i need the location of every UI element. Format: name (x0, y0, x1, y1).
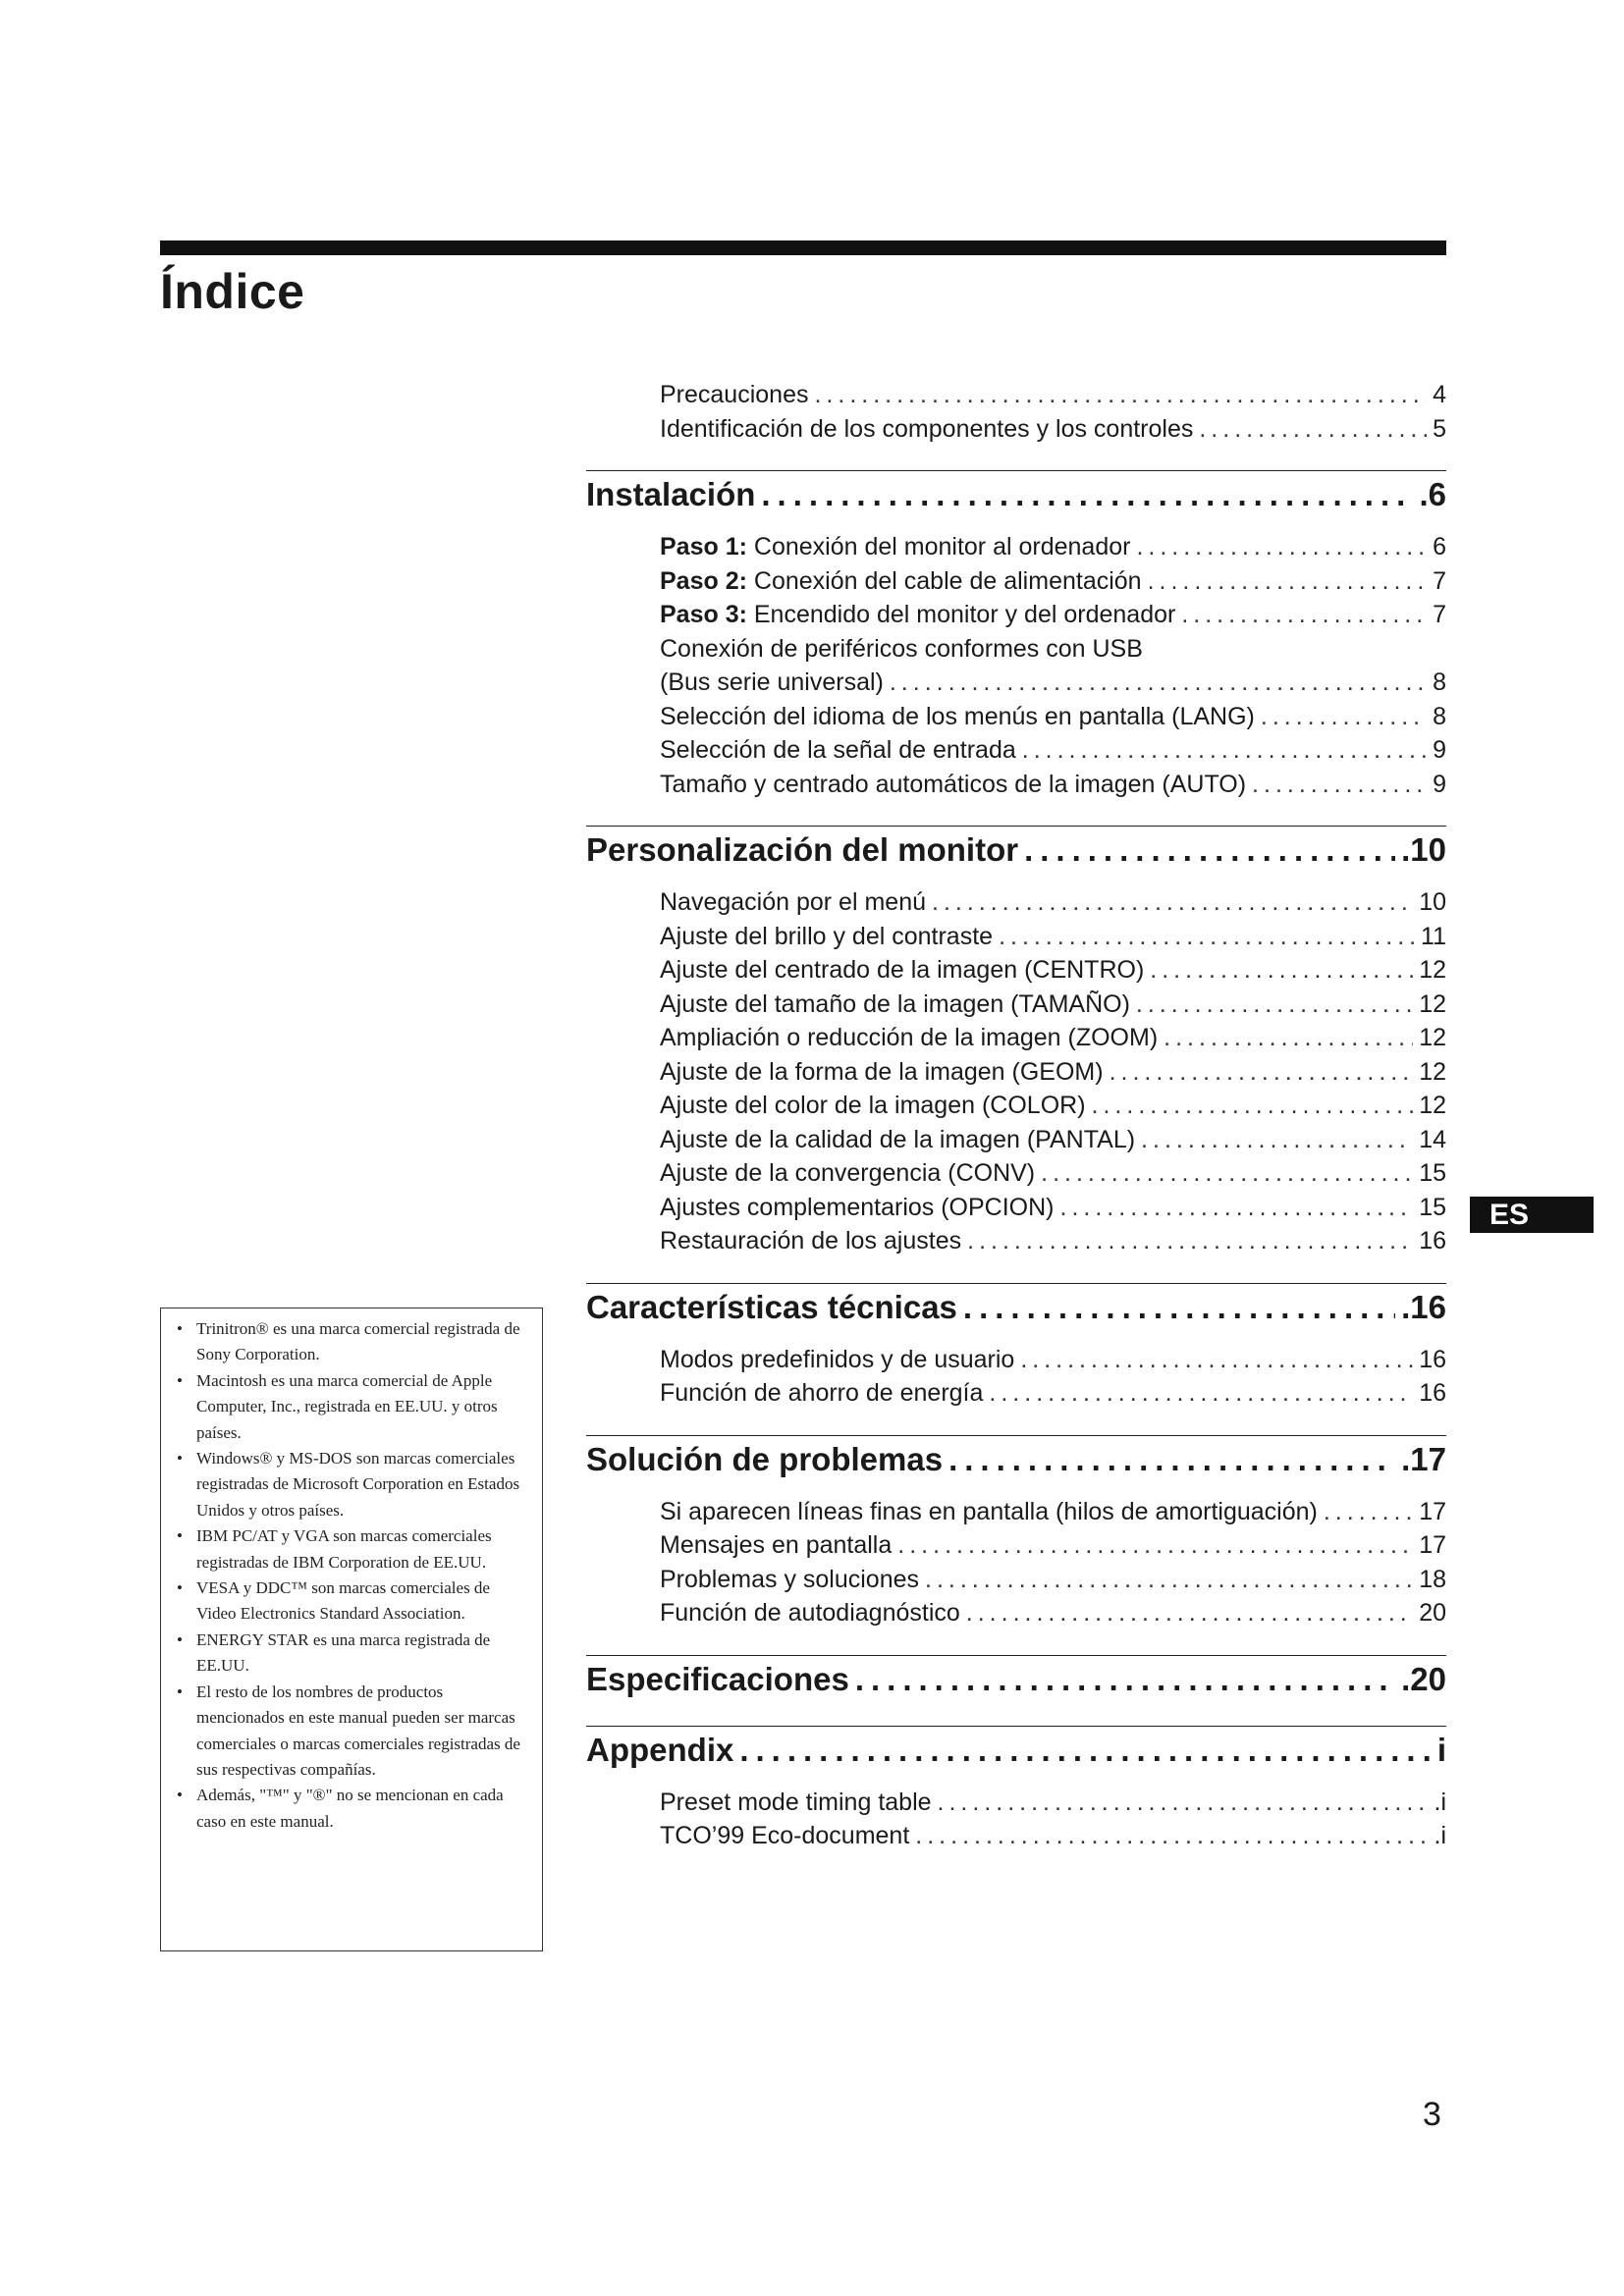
toc-entry-label (660, 768, 1246, 802)
toc-section (586, 826, 1446, 1258)
dot-leader (989, 1376, 1413, 1411)
toc-entry-text: Conexión del monitor al ordenador (746, 533, 1131, 561)
toc-entry-page: 4 (1433, 381, 1446, 408)
toc-entry-text: Ajuste del centrado de la imagen (CENTRO) (660, 956, 1145, 984)
toc-entry-label (660, 1055, 1104, 1090)
toc-entry[interactable] (660, 1224, 1446, 1258)
toc-section-heading[interactable] (586, 1283, 1446, 1329)
toc-section-title: Appendix (586, 1731, 734, 1768)
toc-entry[interactable] (660, 1021, 1446, 1055)
toc-entry-label (660, 1089, 1086, 1123)
toc-section-page: .16 (1401, 1288, 1446, 1325)
dot-leader (948, 1438, 1395, 1481)
toc-section-heading[interactable] (586, 1726, 1446, 1772)
toc-entry-label (660, 1191, 1055, 1225)
toc-entry-label (660, 632, 1143, 667)
table-of-contents (586, 378, 1446, 1853)
toc-entry-page: 9 (1433, 770, 1446, 798)
dot-leader (1092, 1089, 1414, 1123)
toc-entry-page: 16 (1419, 1379, 1446, 1407)
toc-entry[interactable] (660, 1343, 1446, 1377)
dot-leader (938, 1786, 1429, 1820)
toc-section-title: Instalación (586, 476, 756, 512)
toc-entry[interactable] (660, 1786, 1446, 1820)
toc-entry-page: 17 (1419, 1531, 1446, 1559)
toc-entry-label (660, 733, 1016, 768)
toc-entry-page: 9 (1433, 736, 1446, 764)
toc-entry[interactable] (660, 666, 1446, 700)
toc-entry-text: Restauración de los ajustes (660, 1227, 962, 1255)
page-number: 3 (1423, 2096, 1441, 2133)
toc-entry[interactable] (660, 733, 1446, 768)
toc-entry[interactable] (660, 1191, 1446, 1225)
toc-entry-text: (Bus serie universal) (660, 668, 884, 696)
toc-entry-text: Ajuste del tamaño de la imagen (TAMAÑO) (660, 989, 1130, 1018)
toc-entry-text: Selección de la señal de entrada (660, 736, 1016, 764)
toc-entry-page: .i (1434, 1788, 1446, 1816)
trademark-item: • El resto de los nombres de productos mencionados en este manual pueden ser marcas comerciales o marcas comerciales registradas de sus respectivas compañías. (175, 1680, 532, 1784)
toc-entry-label (660, 598, 1175, 632)
dot-leader (739, 1729, 1431, 1772)
language-tab: ES (1470, 1197, 1594, 1233)
toc-entry-label (660, 1343, 1014, 1377)
toc-entry-page: .i (1434, 1822, 1446, 1849)
toc-entry[interactable] (660, 564, 1446, 599)
toc-entry-page: 5 (1433, 414, 1446, 443)
dot-leader (1261, 700, 1427, 734)
toc-entry-text: Tamaño y centrado automáticos de la imagen (AUTO) (660, 770, 1247, 798)
toc-entry-text: Mensajes en pantalla (660, 1531, 893, 1559)
dot-leader (932, 885, 1413, 920)
dot-leader (999, 920, 1415, 954)
toc-entry-text: Encendido del monitor y del ordenador (746, 601, 1176, 628)
dot-leader (1024, 828, 1395, 872)
toc-entry[interactable] (660, 1376, 1446, 1411)
toc-section-heading[interactable] (586, 1435, 1446, 1481)
toc-entry-label (660, 1123, 1135, 1157)
intro-entries (660, 378, 1446, 446)
dot-leader (1324, 1495, 1413, 1529)
toc-entry-text: Ajuste de la forma de la imagen (GEOM) (660, 1057, 1104, 1086)
toc-entry-label (660, 530, 1130, 564)
toc-entry[interactable] (660, 1055, 1446, 1090)
toc-entry-text: Problemas y soluciones (660, 1565, 920, 1593)
toc-entry-label (660, 1563, 919, 1597)
toc-entry-step: Paso 3: (660, 601, 747, 628)
trademark-item: • Además, "™" y "®" no se mencionan en cada caso en este manual. (175, 1783, 532, 1835)
toc-entry-text: Identificación de los componentes y los controles (660, 414, 1194, 443)
toc-entry[interactable] (660, 1495, 1446, 1529)
toc-entry-label (660, 1528, 892, 1563)
dot-leader (1060, 1191, 1414, 1225)
toc-entry-page: 12 (1419, 1024, 1446, 1051)
trademark-list (175, 1316, 532, 1835)
dot-leader (966, 1596, 1413, 1630)
dot-leader (1181, 598, 1427, 632)
dot-leader (1136, 988, 1413, 1022)
toc-entry-page: 16 (1419, 1345, 1446, 1373)
trademark-item: • VESA y DDC™ son marcas comerciales de Video Electronics Standard Association. (175, 1575, 532, 1628)
toc-section-heading[interactable] (586, 470, 1446, 516)
toc-entry-text: Ajustes complementarios (OPCION) (660, 1193, 1055, 1221)
toc-entry-label (660, 1596, 960, 1630)
toc-entry-text: Selección del idioma de los menús en pantalla (LANG) (660, 702, 1255, 730)
toc-entry[interactable] (660, 1528, 1446, 1563)
trademark-notice-box (160, 1308, 543, 1951)
toc-section-title: Solución de problemas (586, 1440, 944, 1477)
toc-entry[interactable] (660, 1123, 1446, 1157)
toc-section-heading[interactable] (586, 1655, 1446, 1701)
toc-entry-page: 6 (1433, 533, 1446, 561)
toc-entry-text: Conexión de periféricos conformes con USB (660, 634, 1143, 663)
toc-entry[interactable] (660, 768, 1446, 802)
toc-section-entries (660, 1495, 1446, 1630)
toc-section-title: Personalización del monitor (586, 831, 1019, 868)
trademark-item: • Windows® y MS-DOS son marcas comerciales registradas de Microsoft Corporation en Estados Unidos y otros países. (175, 1446, 532, 1523)
toc-section-page: .6 (1419, 476, 1446, 512)
toc-entry[interactable] (660, 1563, 1446, 1597)
toc-section-title: Características técnicas (586, 1288, 957, 1325)
toc-entry-text: Ajuste del color de la imagen (COLOR) (660, 1092, 1086, 1119)
dot-leader (761, 473, 1413, 516)
toc-section-title: Especificaciones (586, 1660, 849, 1697)
trademark-item: • IBM PC/AT y VGA son marcas comerciales registradas de IBM Corporation de EE.UU. (175, 1523, 532, 1575)
toc-entry-text: TCO’99 Eco-document (660, 1822, 910, 1849)
dot-leader (890, 666, 1427, 700)
toc-entry-page: 16 (1419, 1227, 1446, 1255)
toc-section-heading[interactable] (586, 826, 1446, 872)
toc-entry-step: Paso 2: (660, 566, 747, 595)
dot-leader (897, 1528, 1413, 1563)
dot-leader (1041, 1156, 1413, 1191)
toc-entry-label (660, 564, 1142, 599)
toc-entry-text: Precauciones (660, 381, 809, 408)
toc-entry-text: Función de ahorro de energía (660, 1379, 984, 1407)
toc-entry-page: 11 (1421, 922, 1446, 950)
toc-entry-label (660, 953, 1144, 988)
dot-leader (814, 378, 1427, 412)
toc-entry-page: 18 (1419, 1565, 1446, 1593)
toc-section (586, 1726, 1446, 1853)
toc-section (586, 1283, 1446, 1411)
toc-entry-label (660, 1819, 909, 1853)
toc-entry-page: 7 (1433, 566, 1446, 595)
toc-entry-label (660, 1786, 932, 1820)
toc-entry[interactable] (660, 1596, 1446, 1630)
toc-entry-label (660, 378, 808, 412)
trademark-item: • ENERGY STAR es una marca registrada de EE.UU. (175, 1628, 532, 1680)
toc-entry[interactable] (660, 1819, 1446, 1853)
toc-entry-label (660, 666, 884, 700)
toc-entry-page: 7 (1433, 601, 1446, 628)
toc-entry[interactable] (660, 885, 1446, 920)
toc-entry-text: Función de autodiagnóstico (660, 1599, 960, 1627)
toc-section-entries (660, 885, 1446, 1258)
toc-entry-page: 14 (1419, 1125, 1446, 1153)
dot-leader (915, 1819, 1428, 1853)
toc-section-entries (660, 1786, 1446, 1853)
toc-section-page: .10 (1401, 831, 1446, 868)
toc-entry-text: Navegación por el menú (660, 888, 926, 916)
toc-entry-label (660, 1156, 1035, 1191)
toc-entry[interactable] (660, 920, 1446, 954)
toc-entry[interactable] (660, 530, 1446, 564)
toc-entry[interactable] (660, 1089, 1446, 1123)
dot-leader (1199, 412, 1427, 447)
toc-entry-text: Modos predefinidos y de usuario (660, 1345, 1015, 1373)
toc-entry-page: 17 (1419, 1497, 1446, 1525)
dot-leader (1020, 1343, 1413, 1377)
toc-entry-page: 10 (1419, 888, 1446, 916)
toc-section-entries (660, 1343, 1446, 1411)
toc-entry[interactable] (660, 412, 1446, 447)
dot-leader (855, 1658, 1395, 1701)
toc-entry[interactable] (660, 632, 1446, 667)
dot-leader (1252, 768, 1427, 802)
toc-entry-page: 12 (1419, 989, 1446, 1018)
toc-entry-text: Ajuste del brillo y del contraste (660, 922, 994, 950)
toc-entry[interactable] (660, 953, 1446, 988)
toc-entry-text: Preset mode timing table (660, 1788, 932, 1816)
page-title: Índice (160, 264, 305, 319)
top-rule (160, 240, 1446, 255)
toc-section (586, 1435, 1446, 1630)
toc-entry-text: Conexión del cable de alimentación (746, 566, 1142, 595)
toc-section-page: i (1436, 1731, 1446, 1768)
toc-entry[interactable] (660, 988, 1446, 1022)
toc-entry-label (660, 988, 1130, 1022)
toc-entry-page: 20 (1419, 1599, 1446, 1627)
toc-entry-page: 8 (1433, 702, 1446, 730)
toc-entry-page: 12 (1419, 1092, 1446, 1119)
toc-entry-label (660, 1376, 983, 1411)
dot-leader (1022, 733, 1427, 768)
toc-entry-page: 12 (1419, 1057, 1446, 1086)
toc-entry-text: Ampliación o reducción de la imagen (ZOOM) (660, 1024, 1159, 1051)
trademark-item: • Macintosh es una marca comercial de Apple Computer, Inc., registrada en EE.UU. y otros países. (175, 1368, 532, 1446)
toc-section (586, 1655, 1446, 1701)
toc-entry-text: Si aparecen líneas finas en pantalla (hilos de amortiguación) (660, 1497, 1318, 1525)
toc-entry[interactable] (660, 378, 1446, 412)
toc-entry-label (660, 412, 1193, 447)
toc-entry[interactable] (660, 598, 1446, 632)
dot-leader (925, 1563, 1413, 1597)
toc-entry-page: 15 (1419, 1159, 1446, 1187)
toc-section-page: .17 (1401, 1440, 1446, 1477)
toc-entry[interactable] (660, 1156, 1446, 1191)
toc-entry-text: Ajuste de la calidad de la imagen (PANTAL) (660, 1125, 1136, 1153)
toc-entry-label (660, 1495, 1318, 1529)
dot-leader (1141, 1123, 1413, 1157)
dot-leader (1110, 1055, 1414, 1090)
dot-leader (1148, 564, 1428, 599)
toc-entry-page: 8 (1433, 668, 1446, 696)
dot-leader (1150, 953, 1413, 988)
toc-entry[interactable] (660, 700, 1446, 734)
toc-entry-label (660, 885, 926, 920)
toc-entry-label (660, 920, 993, 954)
dot-leader (967, 1224, 1413, 1258)
toc-entry-label (660, 1021, 1158, 1055)
dot-leader (1164, 1021, 1413, 1055)
toc-entry-label (660, 700, 1255, 734)
toc-section-page: .20 (1401, 1660, 1446, 1697)
dot-leader (963, 1286, 1395, 1329)
toc-section (586, 470, 1446, 801)
toc-entry-label (660, 1224, 961, 1258)
toc-entry-step: Paso 1: (660, 533, 747, 561)
toc-section-entries (660, 530, 1446, 801)
toc-entry-page: 12 (1419, 956, 1446, 984)
toc-entry-text: Ajuste de la convergencia (CONV) (660, 1159, 1036, 1187)
trademark-item: • Trinitron® es una marca comercial registrada de Sony Corporation. (175, 1316, 532, 1368)
dot-leader (1136, 530, 1427, 564)
toc-entry-page: 15 (1419, 1193, 1446, 1221)
